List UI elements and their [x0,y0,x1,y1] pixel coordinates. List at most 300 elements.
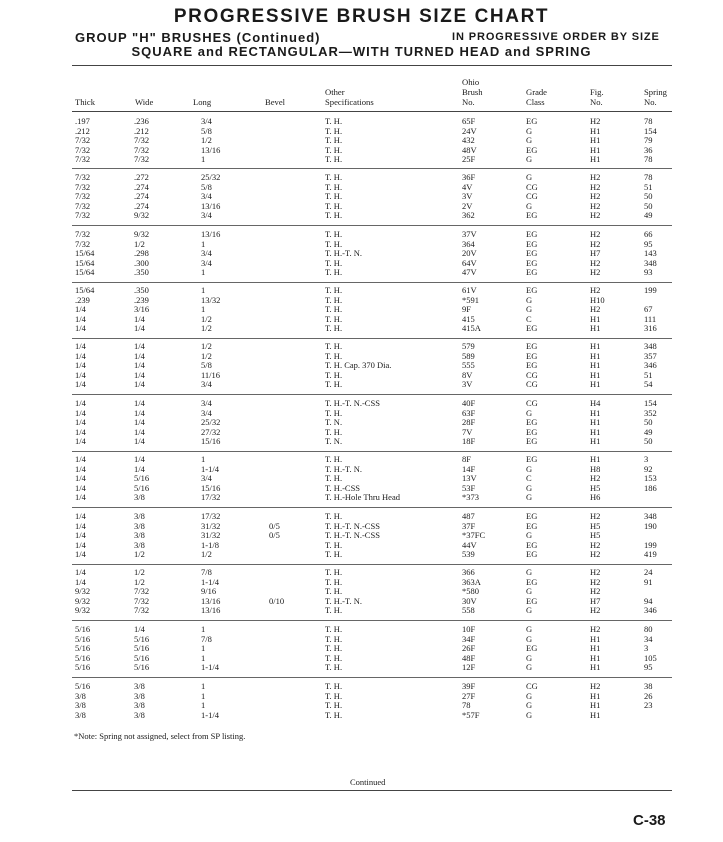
cell-spring-no: 50 [644,191,653,202]
cell-brush-no: 24V [462,125,477,136]
table-row [0,183,723,193]
table-row [0,305,723,315]
row-group [0,682,723,720]
cell-thick: 1/4 [75,360,86,371]
cell-wide: 9/32 [134,210,150,221]
cell-wide: .274 [134,181,149,192]
cell-other-spec: T. H. [325,210,343,221]
cell-wide: 5/16 [134,652,150,663]
cell-fig-no: H1 [590,135,601,146]
cell-long: 5/8 [201,181,212,192]
cell-other-spec: T. H. [325,125,343,136]
cell-fig-no: H7 [590,248,601,259]
cell-wide: 1/4 [134,323,145,334]
cell-other-spec: T. H.-Hole Thru Head [325,492,400,503]
cell-spring-no: 49 [644,426,653,437]
cell-grade: EG [526,229,538,239]
cell-grade: G [526,624,533,634]
cell-long: 3/4 [201,248,212,259]
cell-thick: 1/4 [75,341,86,351]
cell-long: 1 [201,304,206,315]
cell-fig-no: H1 [590,426,601,437]
cell-brush-no: 362 [462,210,475,221]
cell-long: 1-1/4 [201,576,219,587]
cell-other-spec: T. H. [325,709,343,720]
table-row [0,296,723,306]
cell-wide: .350 [134,285,149,295]
cell-fig-no: H1 [590,690,601,701]
cell-wide: 3/8 [134,709,145,720]
cell-long: 11/16 [201,369,221,380]
cell-spring-no: 348 [644,341,657,351]
cell-wide: 1/2 [134,576,145,587]
cell-thick: 15/64 [75,257,95,268]
cell-grade: G [526,633,533,644]
page-title: PROGRESSIVE BRUSH SIZE CHART [173,6,550,27]
cell-wide: 7/32 [134,135,150,146]
cell-spring-no: 79 [644,135,653,146]
group-separator [72,507,672,508]
cell-spring-no: 154 [644,398,657,408]
cell-spring-no: 78 [644,172,653,182]
cell-long: 13/16 [201,200,221,211]
cell-thick: 1/4 [75,398,86,408]
cell-other-spec: T. H. [325,238,343,249]
col-grade-header-1: Grade [526,87,547,97]
cell-grade: EG [526,248,538,259]
cell-fig-no: H1 [590,436,601,447]
cell-wide: 1/2 [134,238,145,249]
cell-spring-no: 95 [644,662,653,673]
cell-brush-no: 26F [462,643,476,654]
cell-fig-no: H2 [590,304,601,315]
cell-long: 1 [201,652,206,663]
cell-grade: CG [526,379,538,390]
table-row [0,409,723,419]
cell-other-spec: T. H. [325,341,343,351]
cell-other-spec: T. H. [325,294,343,305]
cell-thick: 3/8 [75,709,86,720]
cell-thick: 7/32 [75,191,91,202]
cell-grade: G [526,700,533,711]
cell-wide: 1/2 [134,567,145,577]
cell-fig-no: H1 [590,144,601,155]
cell-spring-no: 51 [644,369,653,380]
cell-wide: .350 [134,267,149,278]
header-rule [72,111,672,112]
col-brush-header-1: Ohio [462,77,480,87]
cell-bevel: 0/5 [269,520,280,531]
cell-wide: .236 [134,116,149,126]
table-row [0,418,723,428]
cell-other-spec: T. H. [325,473,343,484]
cell-other-spec: T. H. [325,257,343,268]
cell-fig-no: H1 [590,323,601,334]
col-fig-header-2: No. [590,97,603,107]
cell-grade: EG [526,520,538,531]
table-row [0,361,723,371]
table-row [0,249,723,259]
cell-fig-no: H2 [590,191,601,202]
row-group [0,230,723,278]
cell-brush-no: 37V [462,229,477,239]
cell-brush-no: 2V [462,200,473,211]
cell-grade: G [526,482,533,493]
cell-spring-no: 143 [644,248,657,259]
cell-long: 3/4 [201,210,212,221]
col-grade-header-2: Class [526,97,545,107]
cell-thick: .239 [75,294,90,305]
cell-thick: 7/32 [75,200,91,211]
cell-spring-no: 54 [644,379,653,390]
cell-grade: EG [526,285,538,295]
cell-long: 1 [201,681,206,691]
cell-fig-no: H1 [590,662,601,673]
cell-long: 1-1/4 [201,463,219,474]
table-row [0,635,723,645]
cell-long: 1/2 [201,549,212,560]
cell-thick: 1/4 [75,539,86,550]
cell-long: 3/4 [201,473,212,484]
cell-thick: 7/32 [75,135,91,146]
cell-grade: CG [526,681,538,691]
cell-brush-no: *580 [462,586,479,597]
cell-thick: 5/16 [75,624,91,634]
cell-brush-no: 555 [462,360,475,371]
cell-fig-no: H1 [590,709,601,720]
cell-long: 17/32 [201,511,221,521]
cell-spring-no: 316 [644,323,657,334]
table-row [0,474,723,484]
cell-grade: G [526,135,533,146]
cell-wide: 7/32 [134,595,150,606]
cell-other-spec: T. H.-T. N. [325,248,362,259]
table-row [0,259,723,269]
cell-long: 1-1/8 [201,539,219,550]
cell-spring-no: 3 [644,454,649,464]
cell-wide: 1/2 [134,549,145,560]
cell-spring-no: 49 [644,210,653,221]
cell-wide: 1/4 [134,350,145,361]
continued-label: Continued [350,777,386,787]
cell-thick: 7/32 [75,181,91,192]
cell-spring-no: 199 [644,285,657,295]
cell-fig-no: H2 [590,267,601,278]
cell-thick: 7/32 [75,172,91,182]
cell-wide: 3/8 [134,530,145,541]
cell-thick: 3/8 [75,690,86,701]
cell-thick: 1/4 [75,473,86,484]
cell-wide: 1/4 [134,407,145,418]
cell-brush-no: 40F [462,398,476,408]
cell-thick: 1/4 [75,417,86,428]
cell-grade: G [526,172,533,182]
cell-fig-no: H2 [590,257,601,268]
cell-spring-no: 78 [644,154,653,165]
cell-brush-no: 30V [462,595,477,606]
cell-fig-no: H1 [590,643,601,654]
cell-fig-no: H1 [590,313,601,324]
cell-grade: G [526,294,533,305]
cell-grade: EG [526,210,538,221]
cell-wide: 1/4 [134,436,145,447]
table-row [0,711,723,721]
cell-fig-no: H1 [590,125,601,136]
top-rule [72,65,672,66]
cell-spring-no: 94 [644,595,653,606]
cell-long: 13/16 [201,595,221,606]
cell-brush-no: 27F [462,690,476,701]
cell-thick: 15/64 [75,285,95,295]
cell-other-spec: T. H. [325,135,343,146]
cell-long: 3/4 [201,407,212,418]
table-row [0,493,723,503]
cell-fig-no: H6 [590,492,601,503]
col-brush-header-3: No. [462,97,475,107]
cell-brush-no: 364 [462,238,475,249]
col-wide-header: Wide [135,97,154,107]
cell-thick: 15/64 [75,267,95,278]
cell-spring-no: 80 [644,624,653,634]
cell-fig-no: H5 [590,520,601,531]
cell-long: 3/4 [201,398,212,408]
cell-brush-no: 13V [462,473,477,484]
cell-grade: EG [526,323,538,334]
cell-brush-no: 415 [462,313,475,324]
cell-brush-no: 4V [462,181,473,192]
cell-wide: 1/4 [134,454,145,464]
page-number: C-38 [633,812,666,829]
cell-spring-no: 3 [644,643,649,654]
cell-brush-no: 28F [462,417,476,428]
cell-other-spec: T. H. [325,200,343,211]
cell-fig-no: H2 [590,567,601,577]
cell-brush-no: 20V [462,248,477,259]
cell-spring-no: 346 [644,605,657,616]
group-separator [72,282,672,283]
cell-other-spec: T. H. [325,304,343,315]
cell-long: 3/4 [201,191,212,202]
group-separator [72,564,672,565]
cell-other-spec: T. H. [325,605,343,616]
cell-brush-no: 10F [462,624,476,634]
cell-brush-no: 61V [462,285,477,295]
cell-spring-no: 199 [644,539,657,550]
table-row [0,578,723,588]
cell-grade: EG [526,454,538,464]
cell-fig-no: H2 [590,181,601,192]
table-row [0,597,723,607]
cell-wide: 7/32 [134,586,150,597]
cell-grade: EG [526,539,538,550]
cell-brush-no: 44V [462,539,477,550]
cell-thick: 1/4 [75,379,86,390]
cell-grade: G [526,492,533,503]
cell-brush-no: 25F [462,154,476,165]
cell-fig-no: H2 [590,210,601,221]
cell-wide: .274 [134,191,149,202]
cell-wide: 3/8 [134,492,145,503]
cell-other-spec: T. N. [325,436,343,447]
cell-spring-no: 186 [644,482,657,493]
cell-thick: 1/4 [75,530,86,541]
cell-brush-no: 18F [462,436,476,447]
cell-long: 1 [201,154,206,165]
cell-long: 13/16 [201,144,221,155]
cell-long: 5/8 [201,125,212,136]
cell-brush-no: *57F [462,709,480,720]
cell-thick: 1/4 [75,323,86,334]
cell-wide: 5/16 [134,643,150,654]
table-row [0,692,723,702]
cell-long: 1-1/4 [201,662,219,673]
cell-wide: 3/8 [134,520,145,531]
cell-brush-no: 65F [462,116,476,126]
cell-spring-no: 66 [644,229,653,239]
cell-fig-no: H2 [590,539,601,550]
cell-spring-no: 50 [644,417,653,428]
cell-brush-no: *37FC [462,530,486,541]
cell-long: 3/4 [201,257,212,268]
cell-other-spec: T. N. [325,417,343,428]
cell-thick: 5/16 [75,662,91,673]
cell-other-spec: T. H. [325,144,343,155]
cell-other-spec: T. H. [325,267,343,278]
cell-fig-no: H4 [590,398,601,408]
cell-thick: 5/16 [75,681,91,691]
cell-fig-no: H5 [590,530,601,541]
cell-fig-no: H1 [590,633,601,644]
cell-brush-no: 34F [462,633,476,644]
cell-other-spec: T. H.-T. N. [325,463,362,474]
cell-fig-no: H2 [590,576,601,587]
cell-thick: 1/4 [75,567,86,577]
cell-thick: 9/32 [75,586,91,597]
cell-wide: 1/4 [134,624,145,634]
col-spring-header-2: No. [644,97,657,107]
cell-wide: .298 [134,248,149,259]
cell-other-spec: T. H.-T. N.-CSS [325,398,380,408]
group-separator [72,225,672,226]
cell-brush-no: 539 [462,549,475,560]
table-row [0,682,723,692]
col-other-header-1: Other [325,87,345,97]
cell-fig-no: H1 [590,360,601,371]
row-group [0,173,723,221]
cell-long: 7/8 [201,567,212,577]
cell-other-spec: T. H. [325,454,343,464]
cell-other-spec: T. H. [325,539,343,550]
row-group [0,117,723,165]
cell-brush-no: 7V [462,426,473,437]
cell-wide: 3/8 [134,511,145,521]
cell-other-spec: T. H. [325,369,343,380]
group-separator [72,168,672,169]
col-fig-header-1: Fig. [590,87,604,97]
cell-fig-no: H8 [590,463,601,474]
cell-other-spec: T. H.-CSS [325,482,361,493]
cell-wide: .300 [134,257,149,268]
cell-wide: 5/16 [134,662,150,673]
cell-other-spec: T. H. Cap. 370 Dia. [325,360,392,371]
table-row [0,315,723,325]
cell-brush-no: 8F [462,454,471,464]
table-row [0,230,723,240]
table-row [0,380,723,390]
cell-thick: 5/16 [75,633,91,644]
cell-other-spec: T. H. [325,350,343,361]
cell-brush-no: 48V [462,144,477,155]
cell-thick: 1/4 [75,511,86,521]
cell-spring-no: 51 [644,181,653,192]
cell-spring-no: 190 [644,520,657,531]
cell-other-spec: T. H. [325,662,343,673]
cell-other-spec: T. H. [325,229,343,239]
cell-grade: G [526,709,533,720]
cell-fig-no: H2 [590,200,601,211]
cell-thick: 1/4 [75,492,86,503]
cell-long: 1 [201,267,206,278]
cell-bevel: 0/10 [269,595,285,606]
cell-long: 1/2 [201,313,212,324]
cell-thick: 3/8 [75,700,86,711]
cell-wide: 1/4 [134,379,145,390]
cell-grade: EG [526,341,538,351]
cell-long: 1 [201,690,206,701]
col-bevel-header: Bevel [265,97,286,107]
cell-grade: C [526,473,532,484]
cell-grade: EG [526,511,538,521]
cell-spring-no: 348 [644,257,657,268]
cell-fig-no: H1 [590,417,601,428]
cell-other-spec: T. H. [325,549,343,560]
cell-brush-no: 432 [462,135,475,146]
cell-spring-no: 24 [644,567,653,577]
cell-brush-no: *591 [462,294,479,305]
cell-long: 7/8 [201,633,212,644]
cell-wide: .212 [134,125,149,136]
table-row [0,268,723,278]
group-separator [72,677,672,678]
cell-other-spec: T. H. [325,700,343,711]
cell-grade: G [526,690,533,701]
cell-other-spec: T. H. [325,690,343,701]
cell-long: 1-1/4 [201,709,219,720]
cell-thick: 1/4 [75,463,86,474]
cell-fig-no: H2 [590,473,601,484]
cell-other-spec: T. H.-T. N. [325,595,362,606]
group-subtitle: GROUP "H" BRUSHES (Continued) [75,30,321,45]
cell-spring-no: 36 [644,144,653,155]
cell-brush-no: 558 [462,605,475,616]
cell-other-spec: T. H. [325,191,343,202]
cell-other-spec: T. H. [325,323,343,334]
cell-fig-no: H2 [590,238,601,249]
table-row [0,701,723,711]
cell-brush-no: 8V [462,369,473,380]
cell-fig-no: H2 [590,511,601,521]
table-row [0,136,723,146]
cell-brush-no: 9F [462,304,471,315]
cell-other-spec: T. H. [325,652,343,663]
cell-thick: 1/4 [75,436,86,447]
cell-spring-no: 34 [644,633,653,644]
cell-spring-no: 153 [644,473,657,484]
cell-other-spec: T. H. [325,576,343,587]
cell-spring-no: 348 [644,511,657,521]
cell-spring-no: 352 [644,407,657,418]
cell-long: 27/32 [201,426,221,437]
